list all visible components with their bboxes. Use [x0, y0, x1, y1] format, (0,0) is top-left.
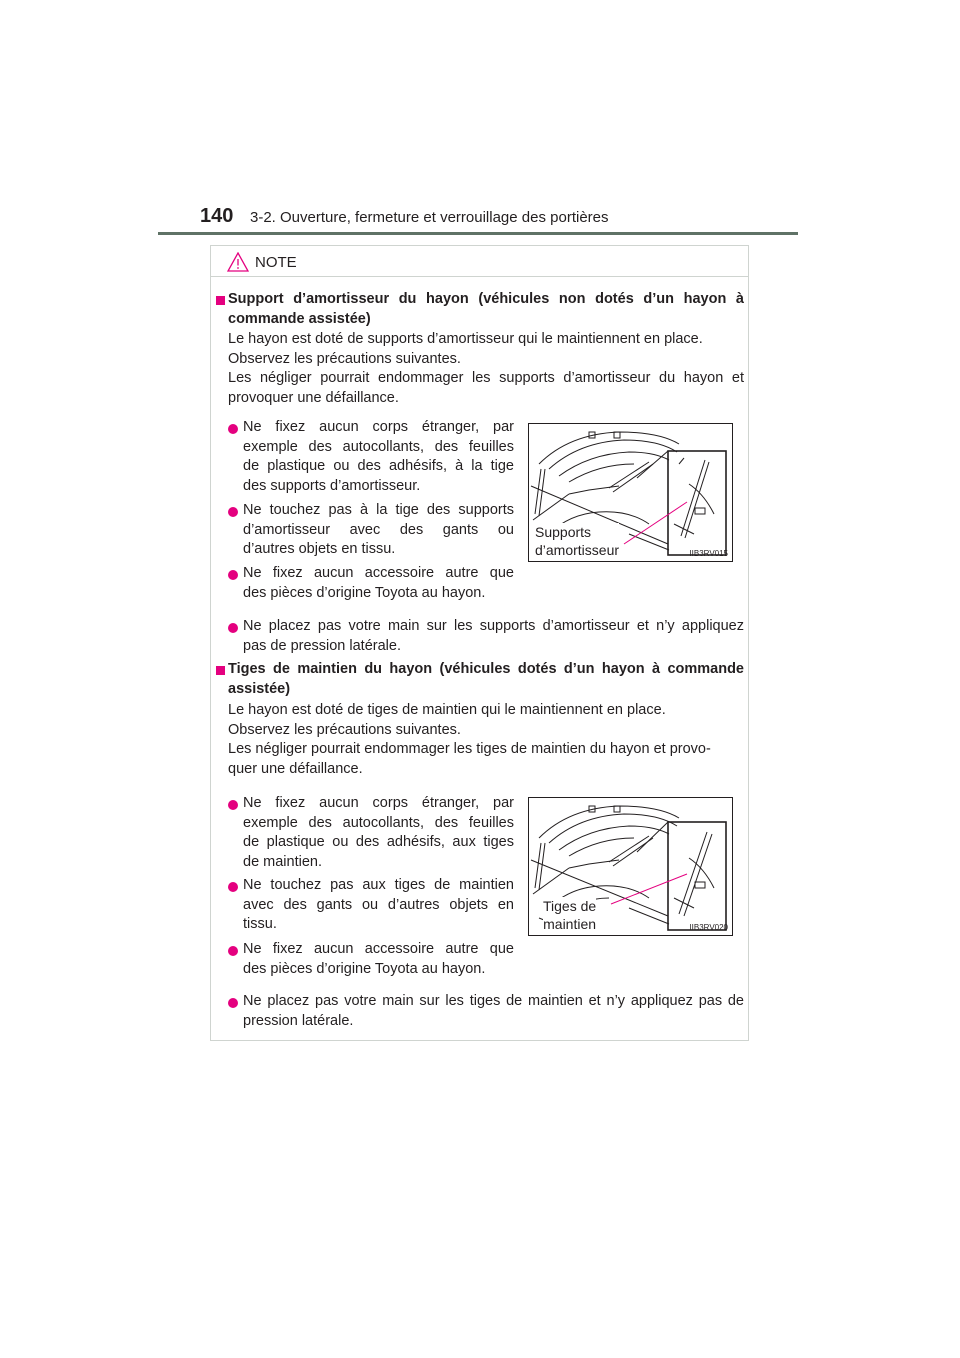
note-label: NOTE	[255, 254, 297, 271]
round-bullet	[228, 570, 238, 580]
round-bullet	[228, 882, 238, 892]
section2-bullet1: Ne fixez aucun corps étranger, par exemple des autocollants, des feuilles de plastique ou des adhésifs, aux tiges de maintien.	[243, 795, 514, 870]
round-bullet	[228, 424, 238, 434]
section2-bullet2: Ne touchez pas aux tiges de maintien avec des gants ou d’autres objets en tissu.	[243, 877, 514, 932]
figure-label: Supports d’amortisseur	[535, 524, 620, 558]
round-bullet	[228, 507, 238, 517]
section1-bullet3: Ne fixez aucun accessoire autre que des pièces d’origine Toyota au hayon.	[243, 565, 514, 601]
figure-code: IIB3RV015	[689, 549, 728, 558]
square-bullet	[216, 296, 225, 305]
page-number: 140	[200, 205, 234, 227]
holding-rod-figure	[528, 797, 733, 936]
section-title: 3-2. Ouverture, fermeture et verrouillage des portières	[250, 209, 609, 226]
section1-body: Le hayon est doté de supports d’amortisseur qui le maintiennent en place. Observez les précautions suivantes. Les négliger pourrait endommager les supports d’amortisseur du hayon et provoquer une défaillance.	[228, 331, 744, 406]
round-bullet	[228, 946, 238, 956]
warning-icon	[227, 252, 249, 272]
figure-label: Tiges de maintien	[543, 898, 597, 932]
square-bullet	[216, 666, 225, 675]
figure-code: IIB3RV020	[689, 923, 728, 932]
section1-heading: Support d’amortisseur du hayon (véhicules non dotés d’un hayon à commande assistée)	[228, 291, 744, 327]
section1-bullet4: Ne placez pas votre main sur les supports d’amortisseur et n’y appliquez pas de pression latérale.	[243, 618, 744, 654]
section1-bullet2: Ne touchez pas à la tige des supports d’amortisseur avec des gants ou d’autres objets en tissu.	[243, 502, 514, 557]
damper-support-figure	[528, 423, 733, 562]
note-header	[211, 246, 748, 277]
round-bullet	[228, 800, 238, 810]
section2-bullet4: Ne placez pas votre main sur les tiges de maintien et n’y appliquez pas de pression latérale.	[243, 993, 744, 1029]
round-bullet	[228, 998, 238, 1008]
section2-heading: Tiges de maintien du hayon (véhicules dotés d’un hayon à commande assistée)	[228, 661, 744, 697]
header-rule	[158, 232, 798, 235]
section2-body: Le hayon est doté de tiges de maintien qui le maintiennent en place. Observez les précautions suivantes. Les négliger pourrait endommager les tiges de maintien du hayon et provo- quer une défaillance.	[228, 702, 711, 777]
section1-bullet1: Ne fixez aucun corps étranger, par exemple des autocollants, des feuilles de plastique ou des adhésifs, à la tige des supports d’amortisseur.	[243, 419, 514, 494]
section2-bullet3: Ne fixez aucun accessoire autre que des pièces d’origine Toyota au hayon.	[243, 941, 514, 977]
round-bullet	[228, 623, 238, 633]
